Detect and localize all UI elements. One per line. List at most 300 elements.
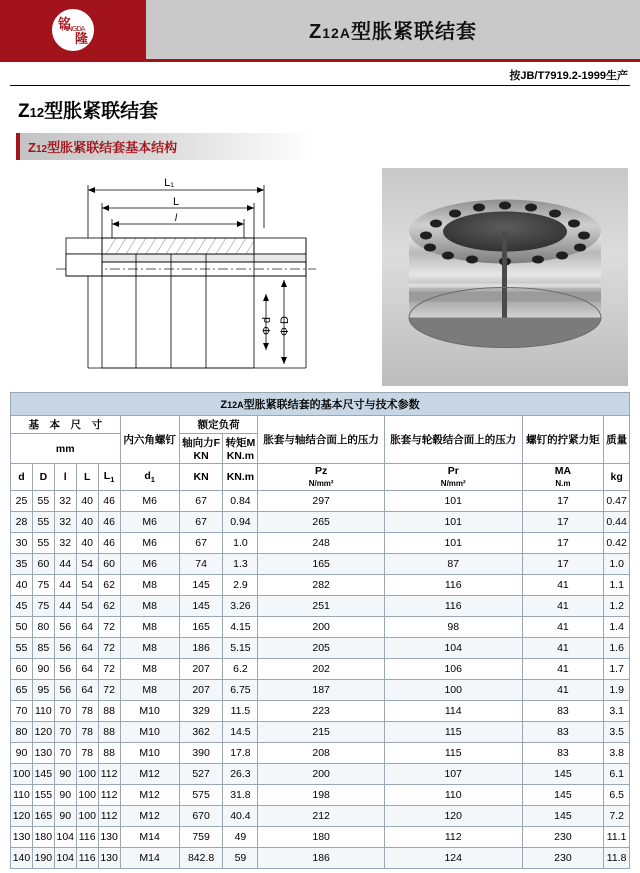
col-l: l [54,464,76,491]
table-cell: 60 [32,554,54,575]
table-cell: 83 [522,722,604,743]
table-cell: 1.6 [604,638,630,659]
table-cell: 2.9 [223,575,258,596]
table-cell: M14 [120,848,179,869]
table-cell: M8 [120,638,179,659]
load-torque-label: 转矩M [225,437,256,449]
section-bar-rest: 型胀紧联结套基本结构 [47,140,178,155]
table-cell: 90 [54,764,76,785]
table-cell: 0.47 [604,491,630,512]
section-bar-sub: 12 [35,144,48,155]
table-cell: 186 [258,848,385,869]
group-screw: 内六角螺钉 [120,416,179,464]
table-cell: 44 [54,554,76,575]
table-cell: M10 [120,701,179,722]
table-cell: 32 [54,533,76,554]
table-cell: 116 [384,575,522,596]
table-cell: 88 [98,722,120,743]
table-row [11,596,630,617]
col-pr [384,464,522,491]
table-cell: 155 [32,785,54,806]
table-cell: 527 [179,764,223,785]
table-cell: 3.26 [223,596,258,617]
table-cell: 6.1 [604,764,630,785]
table-cell: 41 [522,596,604,617]
table-cell: 165 [258,554,385,575]
table-cell: 98 [384,617,522,638]
table-cell: 56 [54,638,76,659]
table-cell: 32 [54,512,76,533]
col-d: d [11,464,33,491]
table-cell: M8 [120,617,179,638]
table-cell: 120 [384,806,522,827]
table-cell: 104 [54,848,76,869]
table-cell: 115 [384,743,522,764]
table-cell: 62 [98,596,120,617]
figure-area [16,168,628,386]
table-cell: M8 [120,575,179,596]
table-row [11,575,630,596]
table-cell: M14 [120,827,179,848]
table-cell: 67 [179,533,223,554]
svg-text:Φ d: Φ d [261,317,273,335]
table-cell: 207 [179,680,223,701]
table-cell: 112 [98,806,120,827]
table-cell: 670 [179,806,223,827]
table-cell: 205 [258,638,385,659]
table-cell: 64 [76,617,98,638]
table-cell: 104 [54,827,76,848]
col-ma-unit: N.m [555,479,571,488]
table-cell: 3.8 [604,743,630,764]
table-cell: 32 [54,491,76,512]
table-cell: 59 [223,848,258,869]
table-cell: 282 [258,575,385,596]
table-cell: 230 [522,827,604,848]
table-cell: 297 [258,491,385,512]
table-cell: 1.0 [223,533,258,554]
standard-note: 按JB/T7919.2-1999生产 [509,70,628,82]
col-pr-label: Pr [447,465,459,477]
group-p-shaft: 胀套与轴结合面上的压力 [258,416,385,464]
page-title-main: Z [18,101,30,122]
table-cell: 101 [384,533,522,554]
table-cell: M8 [120,596,179,617]
table-cell: 41 [522,575,604,596]
table-cell: 90 [11,743,33,764]
table-cell: 78 [76,743,98,764]
table-cell: 40 [11,575,33,596]
table-row [11,701,630,722]
unit-mm: mm [11,434,121,464]
col-d1-base: d [144,469,151,482]
table-cell: 56 [54,617,76,638]
table-cell: 72 [98,617,120,638]
table-cell: 17 [522,491,604,512]
table-cell: 112 [98,764,120,785]
table-cell: 362 [179,722,223,743]
col-pz [258,464,385,491]
table-row [11,764,630,785]
table-row [11,512,630,533]
load-axial-label: 轴向力F [182,437,221,449]
table-cell: 85 [32,638,54,659]
table-cell: 1.7 [604,659,630,680]
table-cell: 72 [98,680,120,701]
load-axial-head [179,434,223,464]
table-cell: 54 [76,575,98,596]
table-cell: 5.15 [223,638,258,659]
col-ma [522,464,604,491]
table-cell: 70 [54,743,76,764]
table-cell: 11.1 [604,827,630,848]
table-cell: 0.84 [223,491,258,512]
table-cell: 11.5 [223,701,258,722]
table-cell: 200 [258,617,385,638]
table-cell: 88 [98,701,120,722]
group-basic-dims: 基 本 尺 寸 [11,416,121,434]
table-cell: 0.44 [604,512,630,533]
table-cell: 575 [179,785,223,806]
table-caption [11,393,630,416]
table-cell: 110 [32,701,54,722]
logo-cn-char-2: 隆 [74,30,88,46]
table-cell: M10 [120,722,179,743]
table-cell: M6 [120,554,179,575]
table-cell: 17 [522,533,604,554]
table-cell: 202 [258,659,385,680]
table-cell: 40 [76,533,98,554]
logo-box [0,0,146,59]
table-cell: 44 [54,575,76,596]
table-body [11,491,630,869]
table-cell: 41 [522,680,604,701]
table-cell: 72 [98,638,120,659]
table-cell: 14.5 [223,722,258,743]
table-row [11,743,630,764]
spec-table [10,392,630,869]
table-cell: 70 [54,722,76,743]
page-header [0,0,640,62]
table-cell: 26.3 [223,764,258,785]
table-cell: 230 [522,848,604,869]
group-torque: 螺钉的拧紧力矩 [522,416,604,464]
table-cell: 80 [11,722,33,743]
table-cell: 40 [76,512,98,533]
table-cell: 45 [11,596,33,617]
table-cell: 30 [11,533,33,554]
table-cell: 187 [258,680,385,701]
table-row [11,806,630,827]
table-cell: 1.9 [604,680,630,701]
table-cell: 100 [76,764,98,785]
table-cell: 90 [32,659,54,680]
technical-drawing [16,168,376,386]
table-cell: 190 [32,848,54,869]
table-cell: 55 [32,512,54,533]
table-cell: 75 [32,575,54,596]
table-cell: 112 [384,827,522,848]
table-cell: 120 [32,722,54,743]
table-cell: 44 [54,596,76,617]
table-cell: 145 [179,596,223,617]
col-pr-unit: N/mm² [440,479,466,488]
table-cell: 90 [54,785,76,806]
table-cell: 145 [522,806,604,827]
header-title-rest: 型胀紧联结套 [350,21,477,43]
table-cell: 40 [76,491,98,512]
load-torque-unit: KN.m [226,450,255,462]
table-cell: 17.8 [223,743,258,764]
table-cell: 101 [384,491,522,512]
table-cell: 6.2 [223,659,258,680]
product-photo [382,168,628,386]
table-cell: M6 [120,533,179,554]
table-cell: 31.8 [223,785,258,806]
table-cell: 116 [76,848,98,869]
table-cell: 106 [384,659,522,680]
table-cell: 265 [258,512,385,533]
company-logo [50,7,96,53]
table-row [11,638,630,659]
table-cell: 87 [384,554,522,575]
table-cell: 67 [179,512,223,533]
table-cell: 55 [11,638,33,659]
col-ma-label: MA [554,465,572,477]
caption-pre: Z [220,399,228,411]
spec-table-wrap [10,392,630,869]
table-cell: 64 [76,638,98,659]
table-cell: 46 [98,512,120,533]
table-cell: 0.42 [604,533,630,554]
table-row [11,827,630,848]
table-cell: 95 [32,680,54,701]
table-cell: 145 [32,764,54,785]
table-cell: 70 [54,701,76,722]
table-cell: 55 [32,491,54,512]
table-cell: M10 [120,743,179,764]
page-title-sub: 12 [29,105,45,120]
table-cell: 4.15 [223,617,258,638]
table-cell: 124 [384,848,522,869]
table-row [11,617,630,638]
caption-sub: 12A [227,400,244,410]
table-cell: 180 [258,827,385,848]
col-d1 [120,464,179,491]
table-cell: M6 [120,512,179,533]
svg-text:L: L [172,196,180,208]
table-cell: 145 [522,764,604,785]
ring-graphic [390,180,620,375]
table-cell: 140 [11,848,33,869]
table-cell: 7.2 [604,806,630,827]
table-cell: 116 [384,596,522,617]
table-cell: 165 [32,806,54,827]
col-pz-label: Pz [315,465,328,477]
caption-post: 型胀紧联结套的基本尺寸与技术参数 [243,399,420,411]
table-cell: 130 [98,848,120,869]
page-title-rest: 型胀紧联结套 [44,101,159,122]
svg-text:L₁: L₁ [164,177,174,189]
table-cell: 115 [384,722,522,743]
table-cell: 1.1 [604,575,630,596]
col-L: L [76,464,98,491]
table-cell: M8 [120,680,179,701]
table-cell: 80 [32,617,54,638]
col-L1-sub: 1 [110,475,115,485]
table-cell: 1.3 [223,554,258,575]
table-row [11,848,630,869]
table-cell: 3.1 [604,701,630,722]
table-cell: M12 [120,806,179,827]
table-cell: 56 [54,659,76,680]
table-cell: 64 [76,680,98,701]
group-load: 额定负荷 [179,416,258,434]
col-d1-sub: 1 [150,475,155,485]
group-mass: 质量 [604,416,630,464]
table-cell: 180 [32,827,54,848]
table-cell: 78 [76,701,98,722]
table-cell: 100 [76,785,98,806]
table-row [11,680,630,701]
table-cell: 41 [522,617,604,638]
table-cell: 100 [76,806,98,827]
table-cell: 112 [98,785,120,806]
col-L1 [98,464,120,491]
table-cell: 248 [258,533,385,554]
table-cell: 120 [11,806,33,827]
logo-latin-text: MINGDA [61,25,85,33]
table-group-header-row [11,416,630,434]
table-cell: 78 [76,722,98,743]
header-title-sub: 12A [322,25,351,41]
table-row [11,659,630,680]
header-title-band [146,0,640,59]
table-cell: 54 [76,554,98,575]
load-axial-unit: KN [193,450,209,462]
table-cell: 83 [522,743,604,764]
table-cell: 56 [54,680,76,701]
table-cell: 223 [258,701,385,722]
table-cell: 62 [98,575,120,596]
table-cell: 83 [522,701,604,722]
table-caption-row [11,393,630,416]
section-bar-main: Z [28,140,36,155]
col-torque: KN.m [223,464,258,491]
group-p-hub: 胀套与轮毂结合面上的压力 [384,416,522,464]
col-L1-base: L [103,469,111,482]
table-cell: 65 [11,680,33,701]
table-cell: 842.8 [179,848,223,869]
table-cell: M12 [120,764,179,785]
table-cell: 41 [522,638,604,659]
table-cell: 1.0 [604,554,630,575]
table-cell: 17 [522,512,604,533]
col-axial: KN [179,464,223,491]
table-cell: M6 [120,491,179,512]
table-cell: 198 [258,785,385,806]
table-cell: 60 [98,554,120,575]
table-cell: 46 [98,491,120,512]
table-cell: 54 [76,596,98,617]
table-cell: 251 [258,596,385,617]
header-title-main: Z [309,21,323,43]
table-cell: 0.94 [223,512,258,533]
table-cell: 75 [32,596,54,617]
table-cell: 60 [11,659,33,680]
table-cell: 104 [384,638,522,659]
page-title [0,86,640,131]
table-cell: 130 [98,827,120,848]
col-kg: kg [604,464,630,491]
table-cell: 130 [32,743,54,764]
col-pz-unit: N/mm² [308,479,334,488]
table-row [11,722,630,743]
table-cell: 25 [11,491,33,512]
table-row [11,491,630,512]
table-cell: 1.2 [604,596,630,617]
table-cell: 390 [179,743,223,764]
table-cell: 67 [179,491,223,512]
table-cell: 145 [522,785,604,806]
table-cell: 165 [179,617,223,638]
table-cell: M12 [120,785,179,806]
table-cell: 759 [179,827,223,848]
table-cell: 46 [98,533,120,554]
table-cell: 207 [179,659,223,680]
table-row [11,785,630,806]
header-title [309,15,477,44]
table-cell: 28 [11,512,33,533]
table-cell: 100 [384,680,522,701]
table-cell: 110 [11,785,33,806]
svg-text:Φ D: Φ D [279,316,291,336]
table-row [11,554,630,575]
table-cell: 107 [384,764,522,785]
table-cell: 40.4 [223,806,258,827]
table-cell: 145 [179,575,223,596]
logo-cn-char-1: 铭 [58,15,72,31]
section-bar-structure [16,133,316,160]
table-cell: 116 [76,827,98,848]
table-cell: 64 [76,659,98,680]
table-cell: 70 [11,701,33,722]
table-cell: 90 [54,806,76,827]
table-cell: 11.8 [604,848,630,869]
table-row [11,533,630,554]
table-cell: 41 [522,659,604,680]
table-cell: 49 [223,827,258,848]
table-cell: 110 [384,785,522,806]
table-cell: 186 [179,638,223,659]
table-cell: 208 [258,743,385,764]
table-cell: 130 [11,827,33,848]
table-cell: 114 [384,701,522,722]
table-cell: 1.4 [604,617,630,638]
svg-text:l: l [174,213,178,224]
table-cell: 329 [179,701,223,722]
table-cell: 17 [522,554,604,575]
table-cell: 3.5 [604,722,630,743]
col-D: D [32,464,54,491]
table-cell: 72 [98,659,120,680]
table-cell: 35 [11,554,33,575]
load-torque-head [223,434,258,464]
table-cell: 6.5 [604,785,630,806]
table-cell: 55 [32,533,54,554]
table-column-header-row [11,464,630,491]
table-cell: 215 [258,722,385,743]
